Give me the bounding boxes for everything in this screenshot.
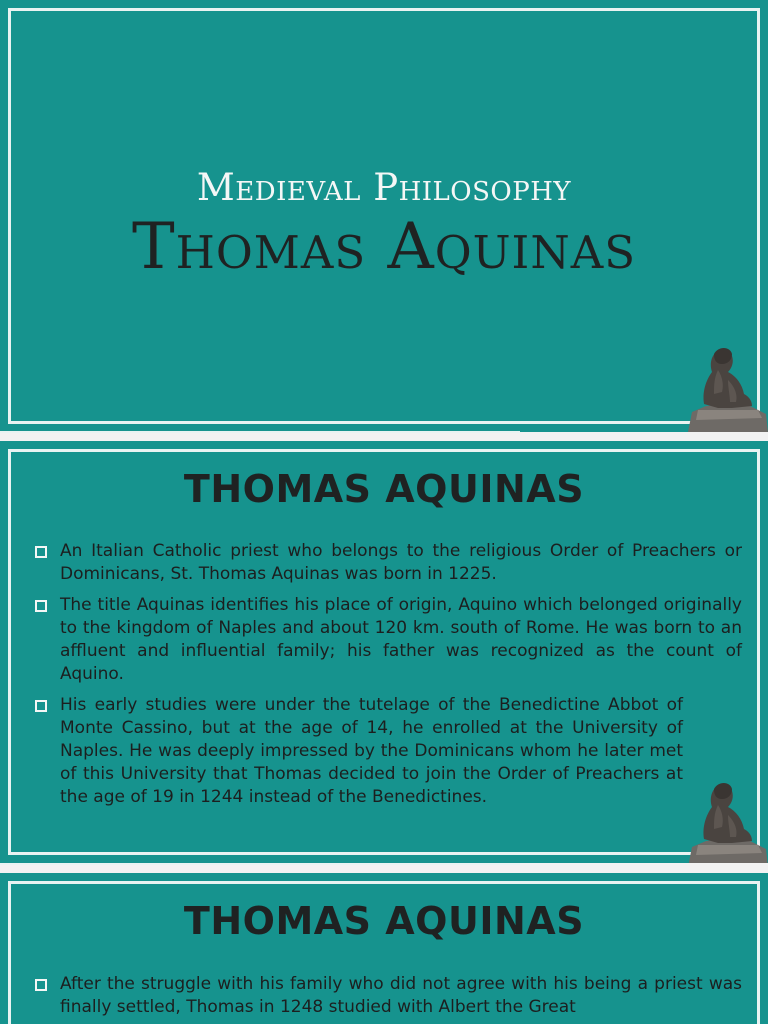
bullet-text: After the struggle with his family who did not agree with his being a priest was finally settled, Thomas in 1248 studied with Albert the Great <box>60 974 742 1017</box>
content-slide-2 <box>0 873 768 1024</box>
list-item <box>32 973 742 1019</box>
bullet-list <box>32 973 742 1024</box>
thinker-statue-icon <box>688 775 768 867</box>
list-item <box>32 694 742 809</box>
bullet-text: An Italian Catholic priest who belongs to the religious Order of Preachers or Dominicans, St. Thomas Aquinas was born in 1225. <box>60 541 742 584</box>
slide-heading: THOMAS AQUINAS <box>183 467 585 511</box>
checkbox-bullet-icon <box>35 600 47 612</box>
content-slide-1 <box>0 441 768 863</box>
list-item <box>32 594 742 686</box>
slide-heading: THOMAS AQUINAS <box>183 899 585 943</box>
slide-subtitle: Medieval Philosophy <box>196 166 572 209</box>
list-item <box>32 540 742 586</box>
title-slide <box>0 0 768 432</box>
slide-title: Thomas Aquinas <box>131 210 637 284</box>
thinker-statue-icon <box>688 340 768 432</box>
bullet-text: His early studies were under the tutelage of the Benedictine Abbot of Monte Cassino, but at the age of 14, he enrolled at the University of Naples. He was deeply impressed by the Dominicans whom he later met of this University that Thomas decided to join the Order of Preachers at the age of 19 in 1244 instead of the Benedictines. <box>60 695 683 807</box>
bullet-text: The title Aquinas identifies his place of origin, Aquino which belonged originally to the kingdom of Naples and about 120 km. south of Rome. He was born to an affluent and influential family; his father was recognized as the count of Aquino. <box>60 595 742 684</box>
checkbox-bullet-icon <box>35 979 47 991</box>
checkbox-bullet-icon <box>35 700 47 712</box>
slide-divider <box>0 863 520 865</box>
bullet-list <box>32 540 742 817</box>
checkbox-bullet-icon <box>35 546 47 558</box>
slide-divider <box>0 431 520 433</box>
